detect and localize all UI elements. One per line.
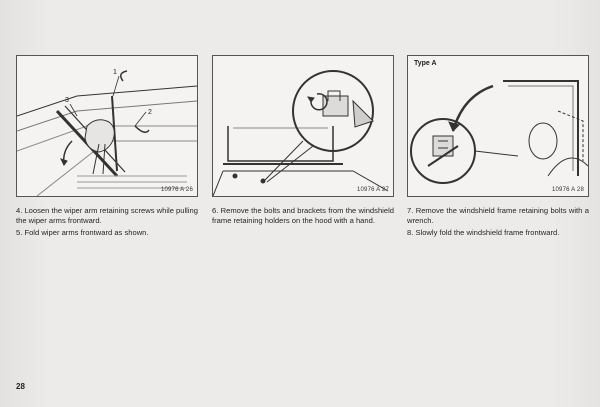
- text-column-left: [16, 206, 198, 240]
- step-6: 6. Remove the bolts and brackets from the windshield frame retaining holders on the hood with a hand.: [212, 206, 394, 225]
- wiper-arm-illustration: [17, 56, 197, 196]
- callout-2: 2: [148, 109, 152, 116]
- step-7: 7. Remove the windshield frame retaining bolts with a wrench.: [407, 206, 589, 225]
- figure-code: 10976 A 26: [160, 187, 193, 193]
- callout-1: 1: [113, 69, 117, 76]
- figure-wiper-arm: [16, 55, 198, 197]
- text-column-middle: [212, 206, 394, 228]
- type-label: Type A: [414, 60, 437, 67]
- callout-3: 3: [65, 97, 69, 104]
- bracket-illustration: [213, 56, 393, 196]
- figure-bracket-removal: [212, 55, 394, 197]
- figure-code: 10976 A 27: [356, 187, 389, 193]
- figure-windshield-fold: [407, 55, 589, 197]
- text-column-right: [407, 206, 589, 240]
- step-5: 5. Fold wiper arms frontward as shown.: [16, 228, 149, 237]
- page-number: 28: [16, 382, 25, 391]
- windshield-illustration: [408, 56, 588, 196]
- step-8: 8. Slowly fold the windshield frame frontward.: [407, 228, 560, 237]
- step-4: 4. Loosen the wiper arm retaining screws while pulling the wiper arms frontward.: [16, 206, 198, 225]
- figure-code: 10976 A 28: [551, 187, 584, 193]
